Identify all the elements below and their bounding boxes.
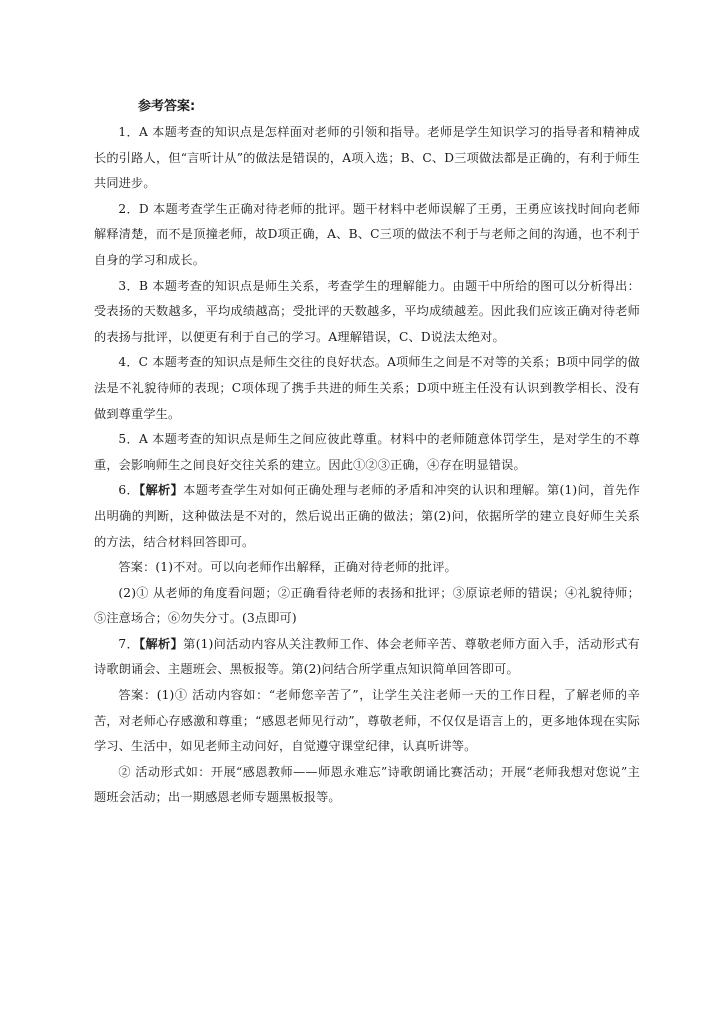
answer-4: 4．C 本题考查的知识点是师生交往的良好状态。A项师生之间是不对等的关系；B项中同学的做法是不礼貌待师的表现；C项体现了携手共进的师生关系；D项中班主任没有认识到教学相长、没有做到尊重学生。 [94, 355, 640, 421]
answer-7-part-2: ② 活动形式如：开展“感恩教师——师恩永难忘”诗歌朗诵比赛活动；开展“老师我想对您说”主题班会活动；出一期感恩老师专题黑板报等。 [94, 764, 640, 805]
answer-5: 5．A 本题考查的知识点是师生之间应彼此尊重。材料中的老师随意体罚学生，是对学生的不尊重，会影响师生之间良好交往关系的建立。因此①②③正确，④存在明显错误。 [94, 432, 640, 472]
page-title: 参考答案: [138, 99, 196, 114]
answer-6-part-2: (2)① 从老师的角度看问题；②正确看待老师的表扬和批评；③原谅老师的错误；④礼貌待师；⑤注意场合；⑥勿失分寸。(3点即可) [94, 585, 640, 626]
analysis-label: 【解析】 [139, 483, 184, 498]
answer-6-analysis [94, 478, 640, 555]
answer-7-analysis-text: 第(1)问活动内容从关注教师工作、体会老师辛苦、尊敬老师方面入手，活动形式有诗歌朗诵会、主题班会、黑板报等。第(2)问结合所学重点知识简单回答即可。 [94, 636, 641, 677]
analysis-label: 【解析】 [139, 636, 184, 651]
answer-7-number: 7． [118, 636, 140, 651]
answer-1: 1．A 本题考查的知识点是怎样面对老师的引领和指导。老师是学生知识学习的指导者和精神成长的引路人，但“言听计从”的做法是错误的，A项入选；B、C、D三项做法都是正确的，有利于师生共同进步。 [94, 125, 640, 191]
answer-7-part-1: 答案：(1)① 活动内容如：“老师您辛苦了”，让学生关注老师一天的工作日程，了解老师的辛苦，对老师心存感激和尊重；“感恩老师见行动”，尊敬老师，不仅仅是语言上的，更多地体现在实际学习、生活中，如见老师主动问好，自觉遵守课堂纪律，认真听讲等。 [94, 688, 640, 754]
answer-2: 2．D 本题考查学生正确对待老师的批评。题干材料中老师误解了王勇，王勇应该找时间向老师解释清楚，而不是顶撞老师，故D项正确，A、B、C三项的做法不利于与老师之间的沟通，也不利于自身的学习和成长。 [94, 201, 640, 267]
answer-3: 3．B 本题考查的知识点是师生关系，考查学生的理解能力。由题干中所给的图可以分析得出：受表扬的天数越多，平均成绩越高；受批评的天数越多，平均成绩越差。因此我们应该正确对待老师的表扬与批评，以便更有利于自己的学习。A理解错误，C、D说法太绝对。 [94, 278, 640, 344]
answer-6-analysis-text: 本题考查学生对如何正确处理与老师的矛盾和冲突的认识和理解。第(1)问，首先作出明确的判断，这种做法是不对的，然后说出正确的做法；第(2)问，依据所学的建立良好师生关系的方法，结合材料回答即可。 [94, 483, 641, 549]
answer-document [94, 96, 640, 811]
answer-6-number: 6． [118, 483, 140, 498]
answer-6-part-1: 答案：(1)不对。可以向老师作出解释，正确对待老师的批评。 [118, 560, 457, 575]
answer-7-analysis [94, 632, 640, 683]
